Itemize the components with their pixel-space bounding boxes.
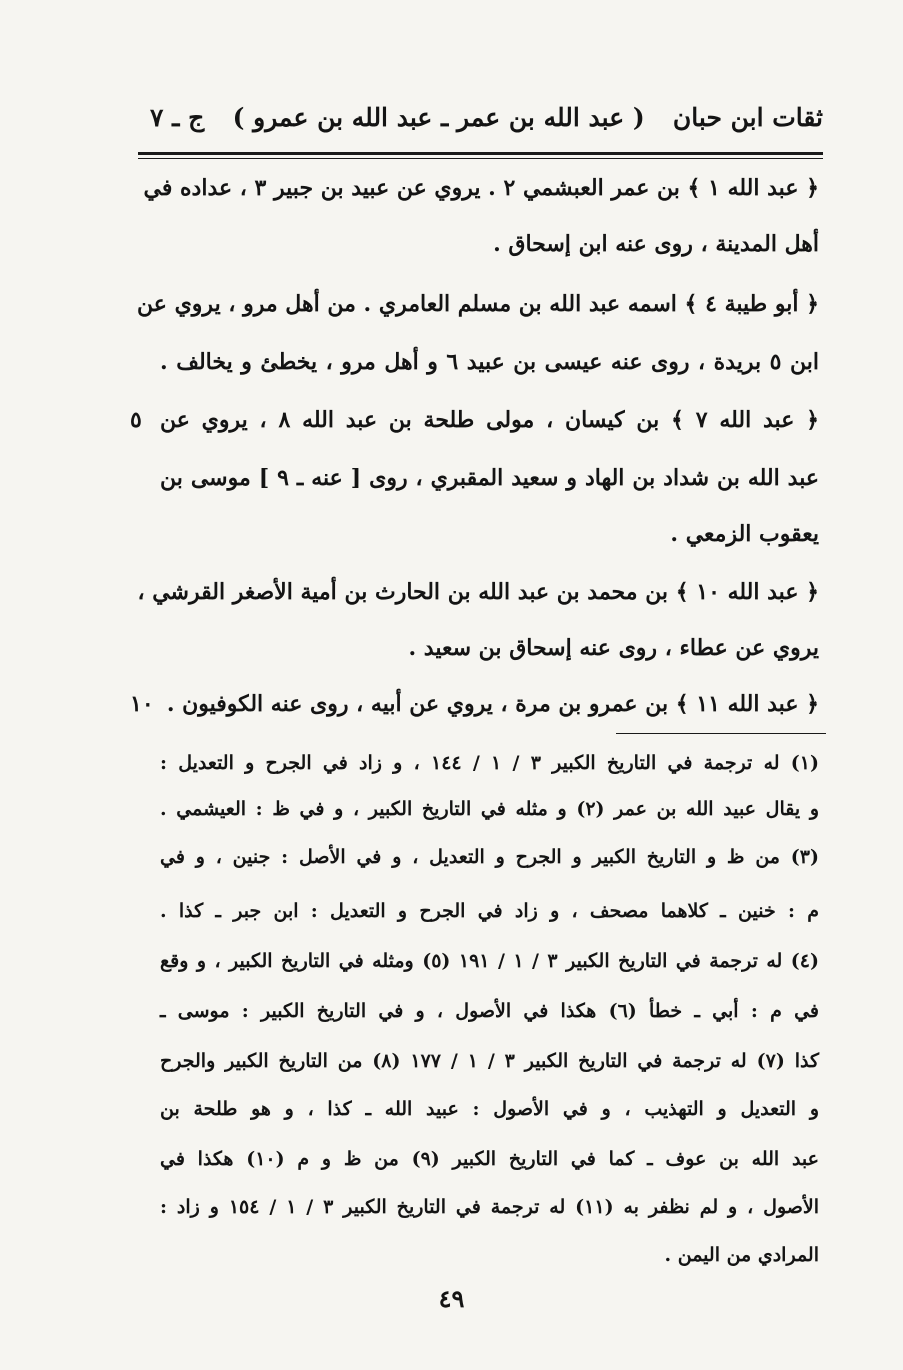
footnote-line: م : خنين ـ كلاهما مصحف ، و زاد في الجرح و التعديل : ابن جبر ـ كذا . <box>160 900 819 922</box>
footnote-line: عبد الله بن عوف ـ كما في التاريخ الكبير (٩) من ظ و م (١٠) هكذا في <box>160 1148 819 1170</box>
header-rule-thin <box>138 158 823 159</box>
footnote-line: في م : أبي ـ خطأ (٦) هكذا في الأصول ، و في التاريخ الكبير : موسى ـ <box>160 1000 819 1022</box>
page-number: ٤٩ <box>438 1284 465 1313</box>
entry-line: ﴿ أبو طيبة ٤ ﴾ اسمه عبد الله بن مسلم العامري . من أهل مرو ، يروي عن <box>137 291 819 317</box>
footnote-line: و يقال عبيد الله بن عمر (٢) و مثله في التاريخ الكبير ، و في ظ : العيشمي . <box>160 798 819 820</box>
book-title: ثقات ابن حبان <box>672 102 823 132</box>
entry-line: يروي عن عطاء ، روى عنه إسحاق بن سعيد . <box>408 635 819 661</box>
entry-line: عبد الله بن شداد بن الهاد و سعيد المقبري ، روى [ عنه ـ ٩ ] موسى بن <box>160 465 819 491</box>
entry-line: ﴿ عبد الله ١ ﴾ بن عمر العبشمي ٢ . يروي عن عبيد بن جبير ٣ ، عداده في <box>143 175 819 201</box>
footnote-line: (٤) له ترجمة في التاريخ الكبير ٣ / ١ / ١٩١ (٥) ومثله في التاريخ الكبير ، و وقع <box>160 950 820 972</box>
volume-label: ج ـ ٧ <box>150 102 205 132</box>
entry-line: يعقوب الزمعي . <box>670 521 819 547</box>
line-number: ١٠ <box>130 691 154 717</box>
section-title: ( عبد الله بن عمر ـ عبد الله بن عمرو ) <box>232 102 645 132</box>
footnote-line: (٣) من ظ و التاريخ الكبير و الجرح و التعديل ، و في الأصل : جنين ، و في <box>160 846 819 868</box>
line-number: ٥ <box>130 407 142 433</box>
footnote-line: كذا (٧) له ترجمة في التاريخ الكبير ٣ / ١ / ١٧٧ (٨) من التاريخ الكبير والجرح <box>160 1050 820 1072</box>
header-rule-thick <box>138 152 823 155</box>
running-header <box>150 92 823 142</box>
footnote-line: (١) له ترجمة في التاريخ الكبير ٣ / ١ / ١٤٤ ، و زاد في الجرح و التعديل : <box>160 752 820 774</box>
entry-line: أهل المدينة ، روى عنه ابن إسحاق . <box>493 231 819 257</box>
entry-line: ﴿ عبد الله ١٠ ﴾ بن محمد بن عبد الله بن الحارث بن أمية الأصغر القرشي ، <box>137 579 819 605</box>
footnote-line: و التعديل و التهذيب ، و في الأصول : عبيد الله ـ كذا ، و هو طلحة بن <box>160 1098 819 1120</box>
entry-line: ﴿ عبد الله ١١ ﴾ بن عمرو بن مرة ، يروي عن أبيه ، روى عنه الكوفيون . <box>166 691 819 717</box>
entry-line: ﴿ عبد الله ٧ ﴾ بن كيسان ، مولى طلحة بن عبد الله ٨ ، يروي عن <box>160 407 819 433</box>
entry-line: ابن ٥ بريدة ، روى عنه عيسى بن عبيد ٦ و أهل مرو ، يخطئ و يخالف . <box>160 349 819 375</box>
footnote-separator <box>616 733 826 734</box>
footnote-line: المرادي من اليمن . <box>664 1244 819 1266</box>
footnote-line: الأصول ، و لم نظفر به (١١) له ترجمة في التاريخ الكبير ٣ / ١ / ١٥٤ و زاد : <box>160 1196 820 1218</box>
